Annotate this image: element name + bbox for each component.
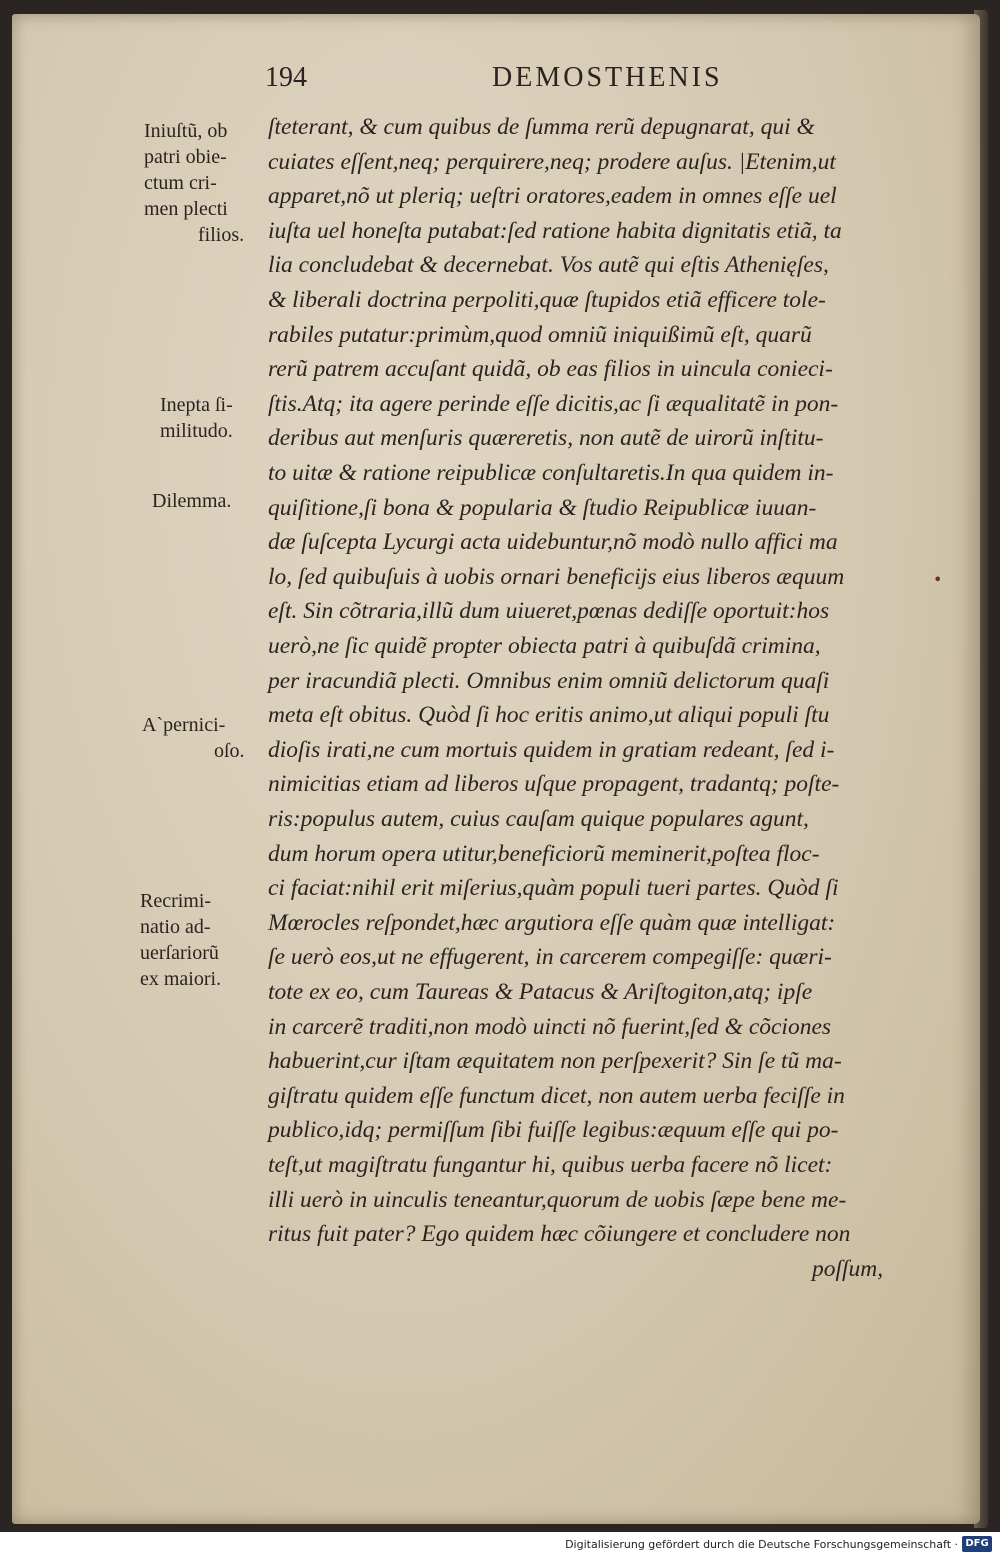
text-line: per iracundiã plecti. Omnibus enim omniũ delictorum quaſi bbox=[268, 667, 830, 694]
text-line: uerò,ne ſic quidẽ propter obiecta patri à quibuſdã crimina, bbox=[268, 633, 821, 659]
text-line: apparet,nõ ut pleriq; ueſtri oratores,eadem in omnes eſſe uel bbox=[268, 183, 837, 210]
margin-note-line: Dilemma. bbox=[152, 490, 232, 512]
text-line: publico,idq; permiſſum ſibi fuiſſe legibus:æquum eſſe qui po- bbox=[268, 1117, 839, 1144]
catchword: poſſum, bbox=[812, 1255, 884, 1282]
text-line: habuerint,cur iſtam æquitatem non perſpexerit? Sin ſe tũ ma- bbox=[268, 1048, 842, 1075]
text-line: lo, ſed quibuſuis à uobis ornari beneficijs eius liberos æquum bbox=[268, 563, 845, 590]
margin-note-line: Recrimi- bbox=[140, 890, 212, 912]
text-line: to uitæ & ratione reipublicæ conſultaretis.In qua quidem in- bbox=[268, 460, 834, 486]
text-line: dæ ſuſcepta Lycurgi acta uidebuntur,nõ modò nullo affici ma bbox=[268, 529, 838, 556]
text-line: giſtratu quidem eſſe functum dicet, non autem uerba feciſſe in bbox=[268, 1082, 845, 1109]
margin-note-line: filios. bbox=[198, 224, 245, 246]
text-line: cuiates eſſent,neq; perquirere,neq; prodere auſus. |Etenim,ut bbox=[268, 148, 836, 175]
margin-note-line: uerſariorũ bbox=[140, 942, 219, 964]
margin-mark-icon: • bbox=[933, 570, 943, 589]
running-title: DEMOSTHENIS bbox=[492, 62, 723, 93]
margin-note-line: oſo. bbox=[214, 740, 245, 762]
text-line: ci faciat:nihil erit miſerius,quàm populi tueri partes. Quòd ſi bbox=[268, 875, 839, 902]
margin-note-line: Iniuſtũ, ob bbox=[144, 120, 228, 142]
text-line: ſtis.Atq; ita agere perinde eſſe dicitis,ac ſi æqualitatẽ in pon- bbox=[268, 390, 839, 417]
margin-note-line: men plecti bbox=[144, 198, 228, 220]
text-line: Mœrocles reſpondet,hæc argutiora eſſe quàm quæ intelligat: bbox=[268, 909, 836, 936]
text-line: quiſitione,ſi bona & popularia & ſtudio Reipublicæ iuuan- bbox=[268, 494, 817, 521]
text-line: lia concludebat & decernebat. Vos autẽ qui eſtis Athenięſes, bbox=[268, 252, 829, 279]
text-line: iuſta uel honeſta putabat:ſed ratione habita dignitatis etiã, ta bbox=[268, 217, 842, 244]
dfg-logo: DFG bbox=[962, 1536, 992, 1552]
text-line: illi uerò in uinculis teneantur,quorum de uobis ſæpe bene me- bbox=[268, 1186, 847, 1213]
margin-note-line: Inepta ſi- bbox=[160, 394, 233, 416]
margin-note-line: A`pernici- bbox=[142, 714, 226, 736]
text-line: ſe uerò eos,ut ne effugerent, in carcerem compegiſſe: quæri- bbox=[268, 944, 832, 971]
footer-credit: Digitalisierung gefördert durch die Deutsche Forschungsgemeinschaft · bbox=[565, 1538, 958, 1551]
margin-note-line: ex maiori. bbox=[140, 968, 222, 990]
text-line: eſt. Sin cõtraria,illũ dum uiueret,pœnas dediſſe oportuit:hos bbox=[268, 598, 830, 625]
footer-bar bbox=[0, 1532, 1000, 1558]
text-line: deribus aut menſuris quæreretis, non autẽ de uirorũ inſtitu- bbox=[268, 425, 824, 452]
text-line: rabiles putatur:primùm,quod omniũ iniquißimũ eſt, quarũ bbox=[268, 321, 812, 348]
text-line: meta eſt obitus. Quòd ſi hoc eritis animo,ut aliqui populi ſtu bbox=[268, 702, 830, 729]
margin-note-line: militudo. bbox=[160, 420, 233, 442]
text-line: in carcerẽ traditi,non modò uincti nõ fuerint,ſed & cõciones bbox=[268, 1013, 832, 1040]
text-line: dum horum opera utitur,beneficiorũ meminerit,poſtea floc- bbox=[268, 840, 820, 867]
margin-note-line: natio ad- bbox=[140, 916, 211, 938]
text-line: nimicitias etiam ad liberos uſque propagent, tradantq; poſte- bbox=[268, 771, 840, 798]
text-line: teſt,ut magiſtratu fungantur hi, quibus uerba facere nõ licet: bbox=[268, 1152, 833, 1178]
text-line: tote ex eo, cum Taureas & Patacus & Ariſtogiton,atq; ipſe bbox=[268, 979, 813, 1005]
text-line: ſteterant, & cum quibus de ſumma rerũ depugnarat, qui & bbox=[268, 114, 815, 140]
page-number: 194 bbox=[265, 62, 307, 93]
text-line: & liberali doctrina perpoliti,quæ ſtupidos etiã efficere tole- bbox=[268, 287, 826, 313]
text-line: ritus fuit pater? Ego quidem hæc cõiungere et concludere non bbox=[268, 1221, 851, 1248]
margin-note-line: ctum cri- bbox=[144, 172, 217, 194]
text-line: ris:populus autem, cuius cauſam quique populares agunt, bbox=[268, 806, 809, 832]
text-line: dioſis irati,ne cum mortuis quidem in gratiam redeant, ſed i- bbox=[268, 736, 835, 763]
margin-note-line: patri obie- bbox=[144, 146, 227, 168]
text-line: rerũ patrem accuſant quidã, ob eas filios in uincula conieci- bbox=[268, 356, 833, 383]
